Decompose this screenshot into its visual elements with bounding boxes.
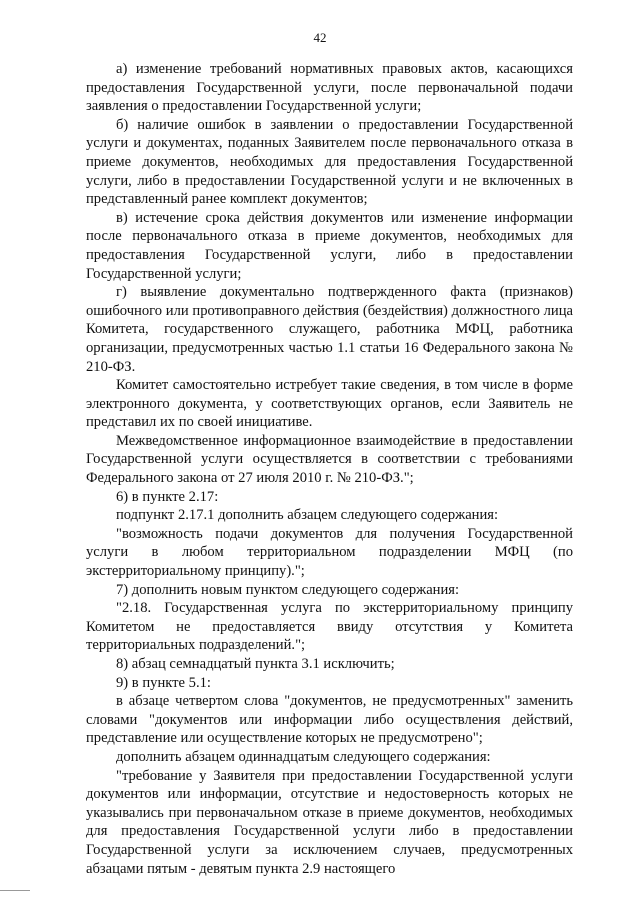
paragraph-subitem-2-17-1: подпункт 2.17.1 дополнить абзацем следующего содержания: — [116, 507, 499, 524]
paragraph-mfc-quote: "возможность подачи документов для получения Государственной услуги в любом территориальном подразделении МФЦ (по экстерриториальному принципу)."; — [86, 525, 573, 580]
paragraph-eleventh-abzac: дополнить абзацем одиннадцатым следующего содержания: — [116, 748, 491, 765]
paragraph-item-7: 7) дополнить новым пунктом следующего содержания: — [116, 581, 460, 598]
paragraph-item-8: 8) абзац семнадцатый пункта 3.1 исключить; — [116, 656, 395, 672]
paragraph-g: г) выявление документально подтвержденного факта (признаков) ошибочного или противоправного действия (бездействия) должностного лица Комитета, государственного служащего, работника МФЦ, работника организации, предусмотренных частью 1.1 статьи 16 Федерального закона № 210-ФЗ. — [86, 284, 573, 375]
paragraph-item-9: 9) в пункте 5.1: — [116, 674, 211, 691]
scan-edge-mark — [0, 890, 30, 891]
paragraph-fourth-abzac: в абзаце четвертом слова "документов, не предусмотренных" заменить словами "документов или информации либо осуществления действий, представление или осуществление которых не предусмотрено"; — [86, 693, 573, 747]
paragraph-a: а) изменение требований нормативных правовых актов, касающихся предоставления Государственной услуги, после первоначальной подачи заявления о предоставлении Государственной услуги; — [86, 61, 573, 115]
paragraph-2-18-quote: "2.18. Государственная услуга по экстерриториальному принципу Комитетом не предоставляется ввиду отсутствия у Комитета территориальных подразделений."; — [86, 600, 573, 654]
document-body — [86, 60, 573, 878]
paragraph-committee: Комитет самостоятельно истребует такие сведения, в том числе в форме электронного документа, у соответствующих органов, если Заявитель не представил их по своей инициативе. — [86, 377, 573, 431]
paragraph-requirement-quote: "требование у Заявителя при предоставлении Государственной услуги документов или информации, отсутствие и недостоверность которых не указывались при первоначальном отказе в приеме документов, необходимых для предоставления Государственной услуги либо в предоставлении Государственной услуги за исключением случаев, предусмотренных абзацами пятым - девятым пункта 2.9 настоящего — [86, 767, 573, 877]
paragraph-item-6: 6) в пункте 2.17: — [116, 488, 219, 505]
paragraph-interaction: Межведомственное информационное взаимодействие в предоставлении Государственной услуги осуществляется в соответствии с требованиями Федерального закона от 27 июля 2010 г. № 210-ФЗ."; — [86, 432, 573, 487]
paragraph-b: б) наличие ошибок в заявлении о предоставлении Государственной услуги и документах, поданных Заявителем после первоначального отказа в приеме документов, необходимых для предоставления Государственной услуги, либо в предоставлении Государственной услуги и не включенных в представленный ранее комплект документов; — [86, 116, 573, 208]
paragraph-v: в) истечение срока действия документов или изменение информации после первоначального отказа в приеме документов, необходимых для предоставления Государственной услуги, либо в предоставлении Государственной услуги; — [86, 209, 573, 282]
page-number: 42 — [313, 30, 327, 45]
